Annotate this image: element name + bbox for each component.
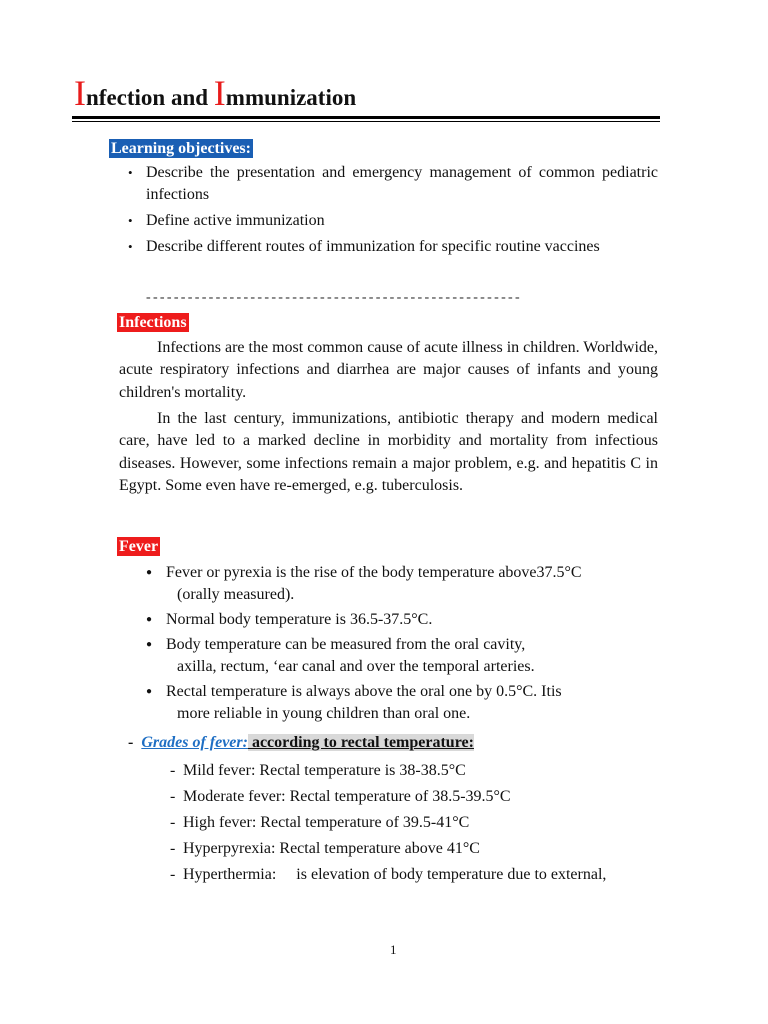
infections-heading: Infections <box>119 314 187 331</box>
grade-item: - High fever: Rectal temperature of 39.5-41°C <box>168 810 606 836</box>
grade-item: - Hyperthermia: is elevation of body temperature due to external, <box>168 862 606 888</box>
grade-item: - Moderate fever: Rectal temperature of 38.5-39.5°C <box>168 784 606 810</box>
grade-item: - Hyperpyrexia: Rectal temperature above 41°C <box>168 836 606 862</box>
infections-paragraph-2: In the last century, immunizations, antibiotic therapy and modern medical care, have led to a marked decline in morbidity and mortality from infectious diseases. However, some infections remain a major problem, e.g. and hepatitis C in Egypt. Some even have re-emerged, e.g. tuberculosis. <box>119 410 658 495</box>
grades-subtitle: according to rectal temperature: <box>247 734 474 751</box>
title-text-1: nfection and <box>86 85 214 110</box>
fever-item <box>146 681 666 725</box>
grades-dash: - <box>128 734 134 751</box>
objective-item: • Describe the presentation and emergency management of common pediatric infections <box>128 162 658 206</box>
title-initial-1: I <box>74 73 86 113</box>
title-rule-thin <box>72 121 660 122</box>
fever-item-line2: (orally measured). <box>177 586 295 603</box>
fever-item-line1: Body temperature can be measured from the oral cavity, <box>166 636 526 653</box>
fever-item-line2: axilla, rectum, ‘ear canal and over the temporal arteries. <box>177 658 535 675</box>
section-separator: ------------------------------------------------------ <box>146 290 522 305</box>
fever-item <box>146 562 666 606</box>
fever-item <box>146 609 666 631</box>
title-rule-thick <box>72 116 660 119</box>
infections-paragraph-1: Infections are the most common cause of acute illness in children. Worldwide, acute respiratory infections and diarrhea are major causes of infants and young children's mortality. <box>119 339 658 401</box>
fever-item-line1: Rectal temperature is always above the oral one by 0.5°C. Itis <box>166 683 562 700</box>
fever-item-line1: Normal body temperature is 36.5-37.5°C. <box>166 611 433 628</box>
fever-item <box>146 634 666 678</box>
learning-objectives-list <box>128 162 658 262</box>
fever-item-line2: more reliable in young children than oral one. <box>177 705 471 722</box>
fever-item-line1: Fever or pyrexia is the rise of the body temperature above37.5°C <box>166 564 582 581</box>
grades-title: Grades of fever: <box>141 734 248 751</box>
objective-item: • Define active immunization <box>128 210 658 232</box>
learning-objectives-heading: Learning objectives: <box>111 140 251 157</box>
title-initial-2: I <box>213 73 226 113</box>
fever-list <box>146 562 666 728</box>
grades-list <box>168 758 606 888</box>
grade-item: - Mild fever: Rectal temperature is 38-38.5°C <box>168 758 606 784</box>
page-number: 1 <box>390 942 397 957</box>
fever-heading: Fever <box>119 538 159 555</box>
page-title <box>74 72 356 114</box>
objective-item: • Describe different routes of immunization for specific routine vaccines <box>128 236 658 258</box>
grades-heading <box>128 733 474 753</box>
title-text-2: mmunization <box>225 85 357 110</box>
